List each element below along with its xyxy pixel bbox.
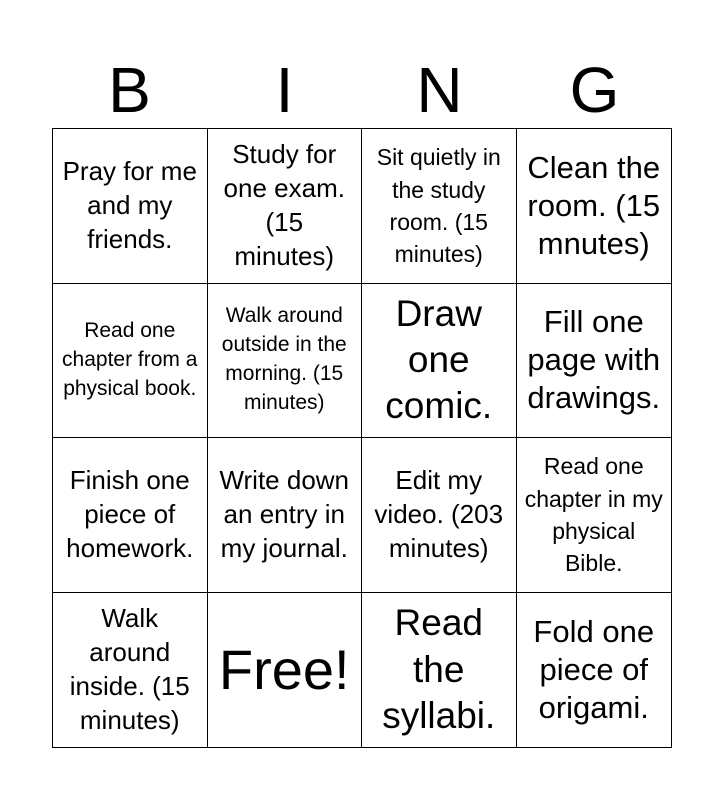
bingo-cell-r3c3[interactable] [362,438,517,593]
cell-text: Edit my video. (203 minutes) [374,465,504,563]
bingo-cell-r4c1[interactable] [53,593,208,748]
cell-text: Write down an entry in my journal. [219,465,350,563]
bingo-cell-r1c3[interactable] [362,129,517,284]
bingo-cell-r4c3[interactable] [362,593,517,748]
bingo-header [52,52,672,128]
cell-text: Read one chapter in my physical Bible. [524,453,663,576]
bingo-cell-r2c1[interactable] [53,284,208,439]
cell-text: Walk around outside in the morning. (15 minutes) [221,304,347,415]
bingo-cell-free[interactable] [208,593,363,748]
header-letter-n: N [416,54,463,126]
cell-text: Pray for me and my friends. [62,156,197,254]
header-letter-g: G [569,54,620,126]
free-space-text: Free! [218,637,350,701]
cell-text: Draw one comic. [385,292,493,427]
cell-text: Study for one exam. (15 minutes) [223,139,345,271]
bingo-cell-r3c2[interactable] [208,438,363,593]
bingo-cell-r2c2[interactable] [208,284,363,439]
bingo-board [52,128,672,748]
cell-text: Finish one piece of homework. [66,465,194,563]
header-letter-i: I [275,54,294,126]
bingo-cell-r2c3[interactable] [362,284,517,439]
bingo-cell-r2c4[interactable] [517,284,672,439]
cell-text: Walk around inside. (15 minutes) [69,603,190,735]
bingo-cell-r3c1[interactable] [53,438,208,593]
cell-text: Fill one page with drawings. [527,304,661,416]
bingo-cell-r3c4[interactable] [517,438,672,593]
cell-text: Clean the room. (15 mnutes) [527,149,661,261]
cell-text: Sit quietly in the study room. (15 minutes) [376,144,501,267]
cell-text: Read the syllabi. [382,602,496,736]
cell-text: Read one chapter from a physical book. [62,318,198,400]
cell-text: Fold one piece of origami. [533,613,655,725]
header-letter-b: B [108,54,151,126]
bingo-cell-r1c4[interactable] [517,129,672,284]
bingo-cell-r1c2[interactable] [208,129,363,284]
bingo-cell-r1c1[interactable] [53,129,208,284]
bingo-cell-r4c4[interactable] [517,593,672,748]
